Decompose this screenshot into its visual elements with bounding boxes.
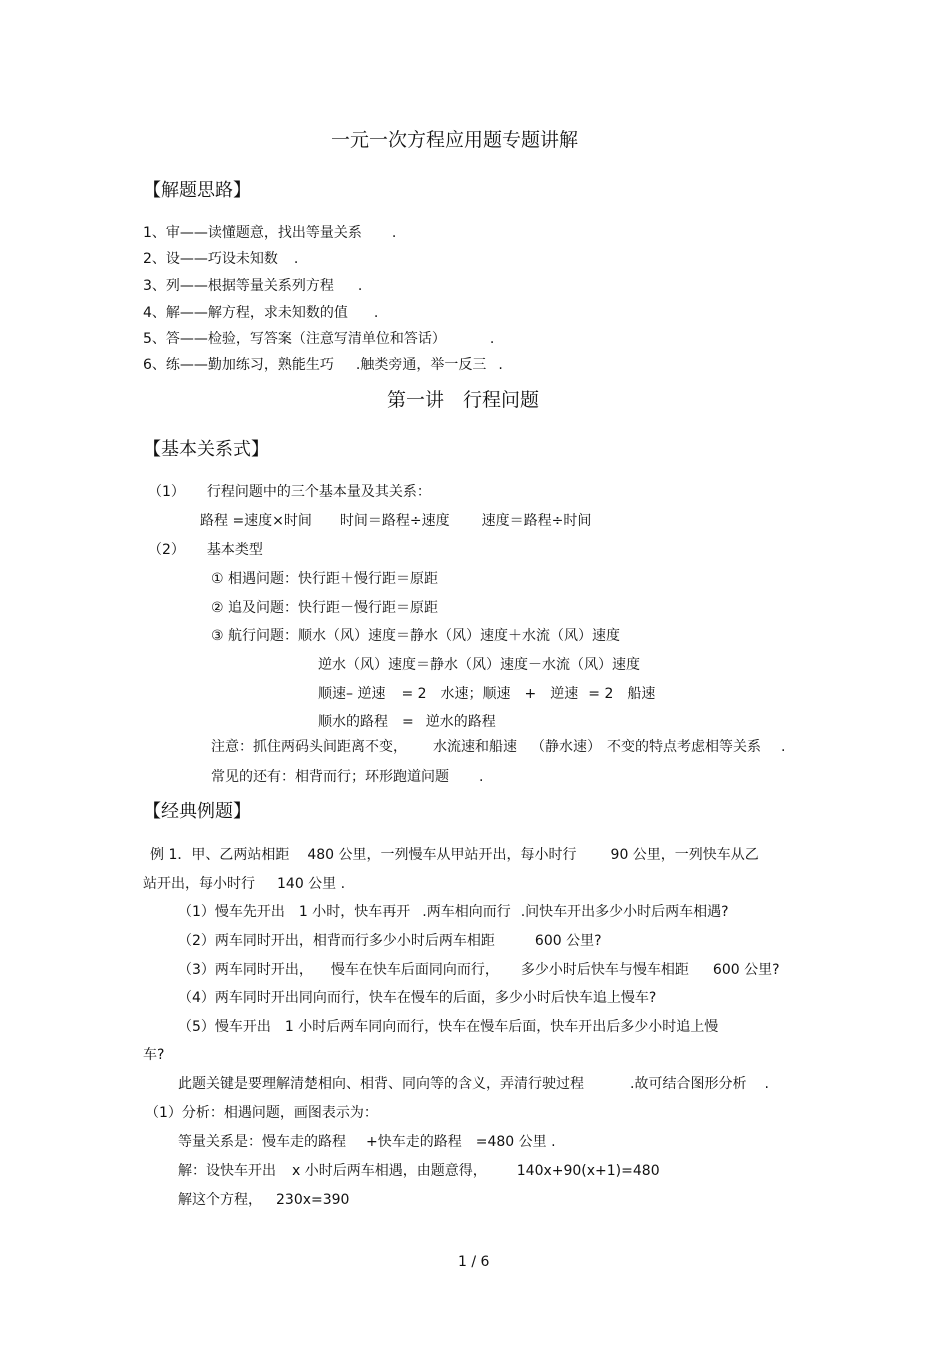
item-number: （1） [148, 484, 185, 500]
section-heading-relations: 【基本关系式】 [143, 439, 269, 460]
sailing-upstream: 逆水（风）速度＝静水（风）速度－水流（风）速度 [318, 657, 640, 673]
type-chasing: ② 追及问题：快行距－慢行距＝原距 [211, 600, 439, 616]
step-text: 2、设——巧设未知数 [143, 251, 278, 267]
step-line [143, 330, 494, 348]
solution-step: 解这个方程， 230x=390 [178, 1192, 350, 1208]
note-line: 注意：抓住两码头间距离不变， 水流速和船速 （静水速） 不变的特点考虑相等关系 . [211, 739, 786, 755]
document-title: 一元一次方程应用题专题讲解 [331, 129, 579, 151]
step-line [143, 304, 378, 322]
step-line [143, 277, 362, 295]
solution-setup: 解：设快车开出 x 小时后两车相遇，由题意得， 140x+90(x+1)=480 [178, 1163, 660, 1179]
paragraph-1 [148, 483, 431, 501]
question-5: （5）慢车开出 1 小时后两车同向而行，快车在慢车后面，快车开出后多少小时追上慢 [178, 1019, 719, 1035]
section-heading-approach: 【解题思路】 [143, 180, 251, 201]
page-number: 1 / 6 [458, 1254, 490, 1270]
step-line [143, 250, 298, 268]
item-text: 基本类型 [206, 542, 263, 558]
step-end: . [357, 278, 363, 294]
type-meeting: ① 相遇问题：快行距＋慢行距＝原距 [211, 571, 439, 587]
step-line [143, 356, 503, 374]
example-1-line-2: 站开出，每小时行 140 公里 . [143, 876, 346, 892]
lecture-title: 第一讲 行程问题 [387, 389, 540, 411]
formula-line [200, 512, 591, 530]
section-heading-examples: 【经典例题】 [143, 801, 251, 822]
question-1: （1）慢车先开出 1 小时，快车再开 .两车相向而行 .问快车开出多少小时后两车相遇? [178, 904, 729, 920]
question-4: （4）两车同时开出同向而行，快车在慢车的后面，多少小时后快车追上慢车? [178, 990, 657, 1006]
step-end: . [498, 357, 503, 373]
step-end: . [293, 251, 299, 267]
step-line [143, 224, 396, 242]
example-1-line-1: 例 1．甲、乙两站相距 480 公里，一列慢车从甲站开出，每小时行 90 公里，一列快车从乙 [150, 847, 759, 863]
formula-distance: 路程 =速度×时间 [200, 513, 312, 529]
step-end: . [391, 225, 397, 241]
step-mid: .触类旁通，举一反三 [355, 357, 487, 373]
step-text: 4、解——解方程，求未知数的值 [143, 305, 348, 321]
step-end: . [489, 331, 495, 347]
step-text: 3、列——根据等量关系列方程 [143, 278, 334, 294]
question-2: （2）两车同时开出，相背而行多少小时后两车相距 600 公里? [178, 933, 602, 949]
formula-time: 时间＝路程÷速度 [339, 513, 450, 529]
equality-relation: 等量关系是：慢车走的路程 +快车走的路程 =480 公里 . [178, 1134, 556, 1150]
sailing-speed-relation: 顺速– 逆速 = 2 水速；顺速 + 逆速 = 2 船速 [318, 686, 656, 702]
analysis-1: （1）分析：相遇问题，画图表示为： [145, 1105, 378, 1121]
type-sailing: ③ 航行问题：顺水（风）速度＝静水（风）速度＋水流（风）速度 [211, 628, 620, 644]
item-text: 行程问题中的三个基本量及其关系： [206, 484, 431, 500]
step-text: 6、练——勤加练习，熟能生巧 [143, 357, 334, 373]
paragraph-2 [148, 541, 263, 559]
step-text: 5、答——检验，写答案（注意写清单位和答话） [143, 331, 446, 347]
question-5-continued: 车? [143, 1047, 165, 1063]
question-3: （3）两车同时开出， 慢车在快车后面同向而行， 多少小时后快车与慢车相距 600 公里? [178, 962, 780, 978]
item-number: （2） [148, 542, 185, 558]
common-line: 常见的还有：相背而行；环形跑道问题 . [211, 769, 484, 785]
step-text: 1、审——读懂题意，找出等量关系 [143, 225, 362, 241]
step-end: . [373, 305, 379, 321]
key-point: 此题关键是要理解清楚相向、相背、同向等的含义，弄清行驶过程 .故可结合图形分析 . [178, 1076, 769, 1092]
sailing-distance-relation: 顺水的路程 = 逆水的路程 [318, 714, 496, 730]
formula-speed: 速度＝路程÷时间 [481, 513, 592, 529]
